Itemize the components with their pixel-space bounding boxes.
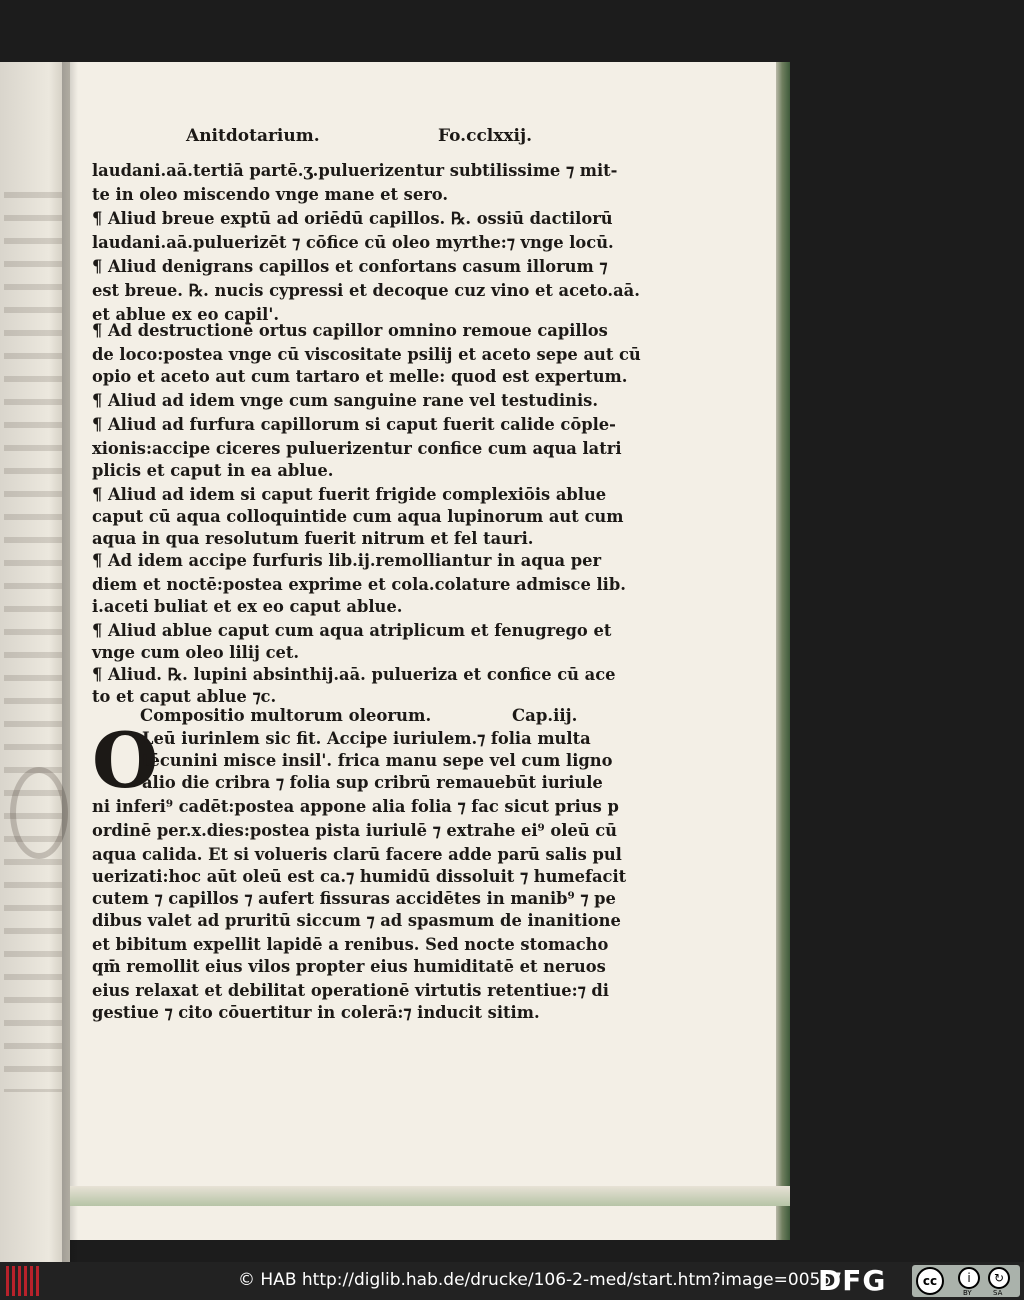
dfg-logo[interactable]: DFG: [818, 1264, 887, 1297]
text-line: dibus valet ad pruritū siccum ⁊ ad spasmum de inanitione: [92, 911, 621, 930]
text-line: ¶ Ad idem accipe furfuris lib.ij.remolliantur in aqua per: [92, 551, 602, 570]
left-page-bleed-initial: [10, 767, 68, 859]
text-line: laudani.aā.puluerizēt ⁊ cōfice cū oleo myrthe:⁊ vnge locū.: [92, 233, 614, 252]
text-line: ¶ Aliud. ℞. lupini absinthij.aā. puluerizа et confice cū ace: [92, 665, 616, 684]
chapter-heading-title: Compositio multorum oleorum.: [140, 706, 432, 725]
sa-label: SA: [993, 1289, 1003, 1297]
chapter-number: Cap.iij.: [512, 706, 578, 725]
text-line: plicis et caput in ea ablue.: [92, 461, 334, 480]
text-line: caput cū aqua colloquintide cum aqua lupinorum aut cum: [92, 507, 624, 526]
gutter-shadow: [62, 62, 78, 1277]
text-line: est breue. ℞. nucis cypressi et decoque cuz vino et aceto.aā.: [92, 281, 640, 300]
text-line: de loco:postea vnge cū viscositate psilij et aceto sepe aut cū: [92, 345, 641, 364]
text-line: ¶ Aliud ad idem vnge cum sanguine rane vel testudinis.: [92, 391, 599, 410]
running-head-title: Anitdotarium.: [186, 126, 320, 146]
text-line: tēcunini misce insil'. frica manu sepe vel cum ligno: [142, 751, 613, 770]
text-line: ¶ Aliud ablue caput cum aqua atriplicum et fenugrego et: [92, 621, 612, 640]
text-line: cutem ⁊ capillos ⁊ aufert fissuras accidētes in manib⁹ ⁊ pe: [92, 889, 616, 908]
text-line: uerizati:hoc aūt oleū est ca.⁊ humidū dissoluit ⁊ humefacit: [92, 867, 627, 886]
text-line: ¶ Aliud breue exptū ad oriēdū capillos. ℞. ossiū dactilorū: [92, 209, 613, 228]
text-line: ¶ Ad destructionē ortus capillor omnino remoue capillos: [92, 321, 608, 340]
permalink-link[interactable]: © HAB http://diglib.hab.de/drucke/106-2-med/start.htm?image=00567: [238, 1270, 842, 1290]
text-line: vnge cum oleo lilij cet.: [92, 643, 300, 662]
attribution-icon: i: [958, 1267, 980, 1289]
left-page-edge: [0, 62, 70, 1277]
cc-license-badge[interactable]: [912, 1265, 1020, 1297]
decorated-initial: O: [92, 716, 159, 805]
text-line: laudani.aā.tertiā partē.ʒ.puluerizentur subtilissime ⁊ mit-: [92, 161, 618, 180]
footer-bar: [0, 1262, 1024, 1300]
folio-number: Fo.cclxxij.: [438, 126, 533, 146]
text-line: Leū iurinlem sic fit. Accipe iuriulem.⁊ folia multa: [142, 729, 591, 748]
text-line: et ablue ex eo capil'.: [92, 305, 280, 324]
text-line: te in oleo miscendo vnge mane et sero.: [92, 185, 449, 204]
left-page-bleed-text: [4, 192, 62, 1092]
page-bottom-edge: [70, 1186, 790, 1206]
text-line: opio et aceto aut cum tartaro et melle: quod est expertum.: [92, 367, 628, 386]
page-edge-green: [776, 62, 790, 1240]
text-line: diem et noctē:postea exprime et cola.colature admisce lib.: [92, 575, 626, 594]
library-barcode-icon: [6, 1266, 40, 1296]
text-line: ni inferi⁹ cadēt:postea appone alia folia ⁊ fac sicut prius p: [92, 797, 619, 816]
text-line: aqua in qua resolutum fuerit nitrum et fel tauri.: [92, 529, 534, 548]
cc-icon: cc: [916, 1267, 944, 1295]
text-line: gestiue ⁊ cito cōuertitur in colerā:⁊ inducit sitim.: [92, 1003, 540, 1022]
text-line: et bibitum expellit lapidē a renibus. Sed nocte stomacho: [92, 935, 609, 954]
text-line: qm̄ remollit eius vilos propter eius humiditatē et neruos: [92, 957, 606, 976]
text-line: aqua calida. Et si volueris clarū facere adde parū salis pul: [92, 845, 622, 864]
text-line: ¶ Aliud ad idem si caput fuerit frigide complexiōis ablue: [92, 485, 607, 504]
text-line: ¶ Aliud ad furfura capillorum si caput fuerit calide cōple-: [92, 415, 616, 434]
text-line: to et caput ablue ⁊c.: [92, 687, 277, 706]
text-line: ¶ Aliud denigrans capillos et confortans casum illorum ⁊: [92, 257, 608, 276]
text-line: xionis:accipe ciceres puluerizentur confice cum aqua latri: [92, 439, 622, 458]
share-alike-icon: ↻: [988, 1267, 1010, 1289]
text-line: i.aceti buliat et ex eo caput ablue.: [92, 597, 403, 616]
text-line: ordinē per.x.dies:postea pista iuriulē ⁊ extrahe ei⁹ oleū cū: [92, 821, 617, 840]
by-label: BY: [963, 1289, 972, 1297]
text-line: alio die cribra ⁊ folia sup cribrū remauebūt iuriule: [142, 773, 603, 792]
running-head: [186, 126, 566, 152]
text-line: eius relaxat et debilitat operationē virtutis retentiue:⁊ di: [92, 981, 609, 1000]
